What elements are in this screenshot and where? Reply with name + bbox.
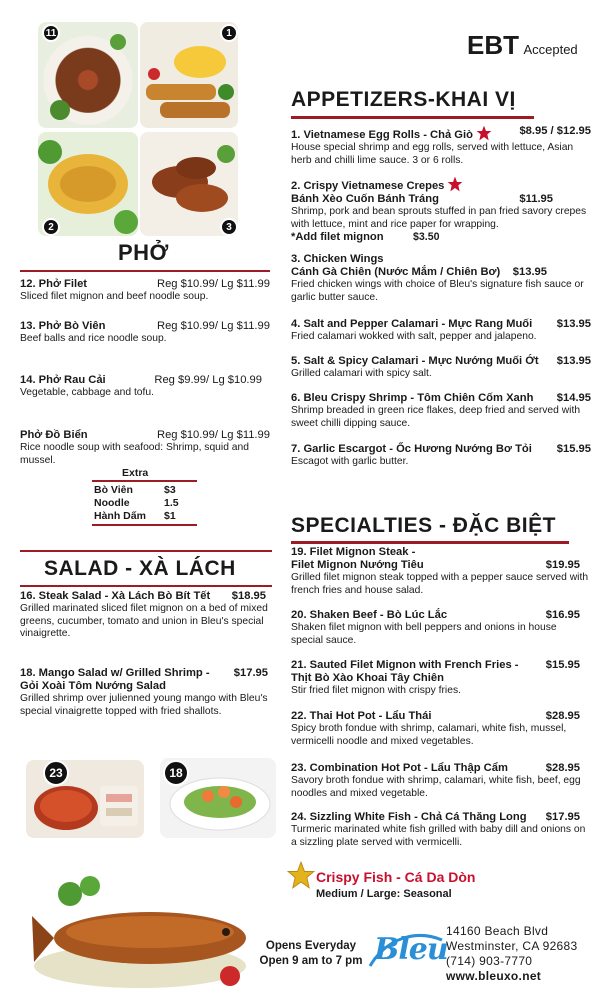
item-name: 22. Thai Hot Pot - Lẩu Thái	[291, 710, 432, 722]
item-name-vn: Cánh Gà Chiên (Nước Mắm / Chiên Bơ)	[291, 266, 501, 278]
item-name: 24. Sizzling White Fish - Chả Cá Thăng Long	[291, 811, 527, 823]
specialty-item-20	[291, 609, 591, 647]
photo-badge-23: 23	[43, 760, 69, 786]
item-name: 19. Filet Mignon Steak -	[291, 546, 416, 558]
item-price: $17.95	[545, 811, 580, 823]
item-name: 3. Chicken Wings	[291, 253, 384, 265]
item-name: 14. Phở Rau Cải	[20, 374, 106, 386]
salad-rule-bottom	[20, 585, 272, 587]
pho-item-seafood	[20, 429, 270, 467]
appetizer-item-5	[291, 355, 591, 381]
address-web[interactable]: www.bleuxo.net	[446, 969, 542, 983]
item-desc: Shrimp breaded in green rice flakes, deep fried and served with sweet chilli dipping sauce.	[291, 405, 581, 429]
item-price: Reg $10.99/ Lg $11.99	[156, 429, 270, 441]
item-desc: Sliced filet mignon and beef noodle soup.	[20, 291, 209, 302]
item-price: $13.95	[512, 266, 547, 278]
item-name-vn: Gỏi Xoài Tôm Nướng Salad	[20, 680, 166, 692]
item-desc: Turmeric marinated white fish grilled with baby dill and onions on a sizzling plate served with vermicelli.	[291, 824, 586, 848]
extra-price: $3	[164, 484, 176, 496]
item-desc: Shrimp, pork and bean sprouts stuffed in pan fried savory crepes with lettuce, mint and rice paper for wrapping.	[291, 206, 587, 230]
pho-item-13	[20, 320, 270, 346]
item-desc: Spicy broth fondue with shrimp, calamari, white fish, mussel, vermicelli noodle and mixed vegetables.	[291, 723, 567, 747]
item-desc: Fried calamari wokked with salt, pepper and jalapeno.	[291, 331, 537, 342]
salad-rule-top	[20, 550, 272, 552]
salad-title: SALAD - XÀ LÁCH	[44, 557, 236, 580]
item-price: $15.95	[545, 659, 580, 671]
photo-badge-11: 11	[42, 24, 60, 42]
item-name: 16. Steak Salad - Xà Lách Bò Bít Tết	[20, 590, 211, 602]
item-name-vn: Thịt Bò Xào Khoai Tây Chiên	[291, 672, 444, 684]
item-price: $28.95	[545, 710, 580, 722]
item-name: 18. Mango Salad w/ Grilled Shrimp -	[20, 667, 210, 679]
item-price: $16.95	[545, 609, 580, 621]
pho-title-rule	[20, 270, 270, 272]
item-desc: Grilled marinated sliced filet mignon on a bed of mixed greens, cucumber, tomato and union in Bleu's special vinaigrette.	[20, 603, 268, 639]
item-price: $13.95	[556, 318, 591, 330]
item-price: $19.95	[545, 559, 580, 571]
item-desc: Rice noodle soup with seafood: Shrimp, squid and mussel.	[20, 442, 249, 466]
ebt-label: EBT	[467, 30, 519, 60]
pho-item-14	[20, 374, 270, 400]
star-icon	[476, 125, 492, 141]
extra-row-noodle	[94, 497, 194, 509]
item-price: $17.95	[233, 667, 268, 679]
extra-price: $1	[164, 510, 176, 522]
specialties-title: SPECIALTIES - ĐẶC BIỆT	[291, 514, 556, 537]
item-name: 5. Salt & Spicy Calamari - Mực Nướng Muối Ớt	[291, 355, 539, 367]
appetizer-item-1	[291, 125, 591, 167]
appetizer-item-4	[291, 318, 591, 344]
appetizers-title: APPETIZERS-KHAI VỊ	[291, 88, 516, 111]
item-name: 7. Garlic Escargot - Ốc Hương Nướng Bơ Tỏi	[291, 443, 532, 455]
photo-badge-2: 2	[42, 218, 60, 236]
crispy-fish-photo	[30, 866, 250, 994]
appetizer-item-3	[291, 253, 591, 304]
item-desc: Vegetable, cabbage and tofu.	[20, 387, 154, 398]
item-desc: Grilled shrimp over julienned young mango with Bleu's special vinaigrette topped with fried shallots.	[20, 693, 268, 717]
item-name-vn: Bánh Xèo Cuốn Bánh Tráng	[291, 193, 439, 205]
item-name: 12. Phở Filet	[20, 278, 88, 290]
item-price: $18.95	[231, 590, 266, 602]
item-desc: Beef balls and rice noodle soup.	[20, 333, 167, 344]
item-name: 2. Crispy Vietnamese Crepes	[291, 180, 445, 192]
ebt-notice	[467, 30, 578, 61]
item-name: 13. Phở Bò Viên	[20, 320, 106, 332]
item-desc: Stir fried filet mignon with crispy fries.	[291, 685, 461, 696]
pho-item-12	[20, 278, 270, 304]
item-price: $15.95	[556, 443, 591, 455]
item-price: Reg $9.99/ Lg $10.99	[154, 374, 262, 386]
crispy-fish-note: Medium / Large: Seasonal	[316, 888, 452, 900]
specialty-item-23	[291, 762, 591, 800]
star-icon	[447, 176, 463, 192]
item-price: $14.95	[556, 392, 591, 404]
photo-badge-1: 1	[220, 24, 238, 42]
salad-item-18	[20, 667, 268, 718]
specialty-item-22	[291, 710, 591, 748]
addon-price: $3.50	[413, 231, 440, 243]
specialties-title-rule	[291, 541, 569, 544]
item-price: Reg $10.99/ Lg $11.99	[156, 320, 270, 332]
appetizer-item-7	[291, 443, 591, 469]
extra-price: 1.5	[164, 497, 179, 509]
ebt-accepted: Accepted	[523, 42, 578, 57]
appetizer-item-2	[291, 176, 591, 244]
photo-badge-3: 3	[220, 218, 238, 236]
item-desc: Fried chicken wings with choice of Bleu's signature fish sauce or garlic butter sauce.	[291, 279, 584, 303]
item-desc: House special shrimp and egg rolls, served with lettuce, Asian herb and chilli lime sauce. 3 or 6 rolls.	[291, 142, 574, 166]
specialty-item-21	[291, 659, 591, 698]
bleu-logo	[368, 926, 448, 976]
address-street: 14160 Beach Blvd	[446, 924, 549, 938]
item-name: 1. Vietnamese Egg Rolls - Chả Giò	[291, 129, 473, 141]
photo-badge-18: 18	[163, 760, 189, 786]
item-name: 20. Shaken Beef - Bò Lúc Lắc	[291, 609, 448, 621]
extra-name: Noodle	[94, 497, 130, 509]
salad-item-16	[20, 590, 266, 641]
item-price: $8.95 / $12.95	[519, 125, 591, 137]
gold-star-icon	[287, 861, 315, 889]
specialty-item-19	[291, 546, 591, 597]
hours-line1: Opens Everyday	[265, 940, 357, 952]
address-block	[446, 924, 577, 984]
item-desc: Savory broth fondue with shrimp, calamari, white fish, beef, egg noodles and mixed vegetable.	[291, 775, 581, 799]
crispy-fish-name: Crispy Fish - Cá Da Dòn	[316, 869, 476, 885]
extra-row-bo-vien	[94, 484, 194, 496]
item-price: Reg $10.99/ Lg $11.99	[156, 278, 270, 290]
logo-text: Bleu	[374, 932, 448, 967]
item-price: $28.95	[545, 762, 580, 774]
item-desc: Grilled calamari with spicy salt.	[291, 368, 432, 379]
item-name: 6. Bleu Crispy Shrimp - Tôm Chiên Cốm Xanh	[291, 392, 534, 404]
item-desc: Shaken filet mignon with bell peppers and onions in house special sauce.	[291, 622, 557, 646]
item-desc: Escagot with garlic butter.	[291, 456, 409, 467]
item-price: $13.95	[556, 355, 591, 367]
extra-title: Extra	[122, 467, 149, 479]
extra-rule-top	[92, 480, 197, 482]
specialty-item-24	[291, 811, 591, 849]
extra-name: Hành Dấm	[94, 510, 146, 522]
item-name: Phở Đồ Biển	[20, 429, 88, 441]
crispy-fish-graphic	[30, 866, 250, 994]
hours-line2: Open 9 am to 7 pm	[259, 955, 363, 967]
hours-block	[256, 939, 366, 969]
extra-rule-bottom	[92, 524, 197, 526]
item-name-vn: Filet Mignon Nướng Tiêu	[291, 559, 424, 571]
item-name: 21. Sauted Filet Mignon with French Fries -	[291, 659, 519, 671]
item-name: 4. Salt and Pepper Calamari - Mực Rang Muối	[291, 318, 533, 330]
extra-name: Bò Viên	[94, 484, 133, 496]
extra-row-hanh-dam	[94, 510, 194, 522]
address-phone: (714) 903-7770	[446, 954, 533, 968]
appetizers-title-rule	[291, 116, 534, 119]
address-city: Westminster, CA 92683	[446, 939, 578, 953]
item-name: 23. Combination Hot Pot - Lẩu Thập Cẩm	[291, 762, 508, 774]
item-desc: Grilled filet mignon steak topped with a pepper sauce served with french fries and house salad.	[291, 572, 589, 596]
appetizer-item-6	[291, 392, 591, 430]
addon-label: *Add filet mignon	[291, 231, 384, 243]
pho-title: PHỞ	[118, 240, 169, 265]
item-price: $11.95	[519, 193, 553, 205]
